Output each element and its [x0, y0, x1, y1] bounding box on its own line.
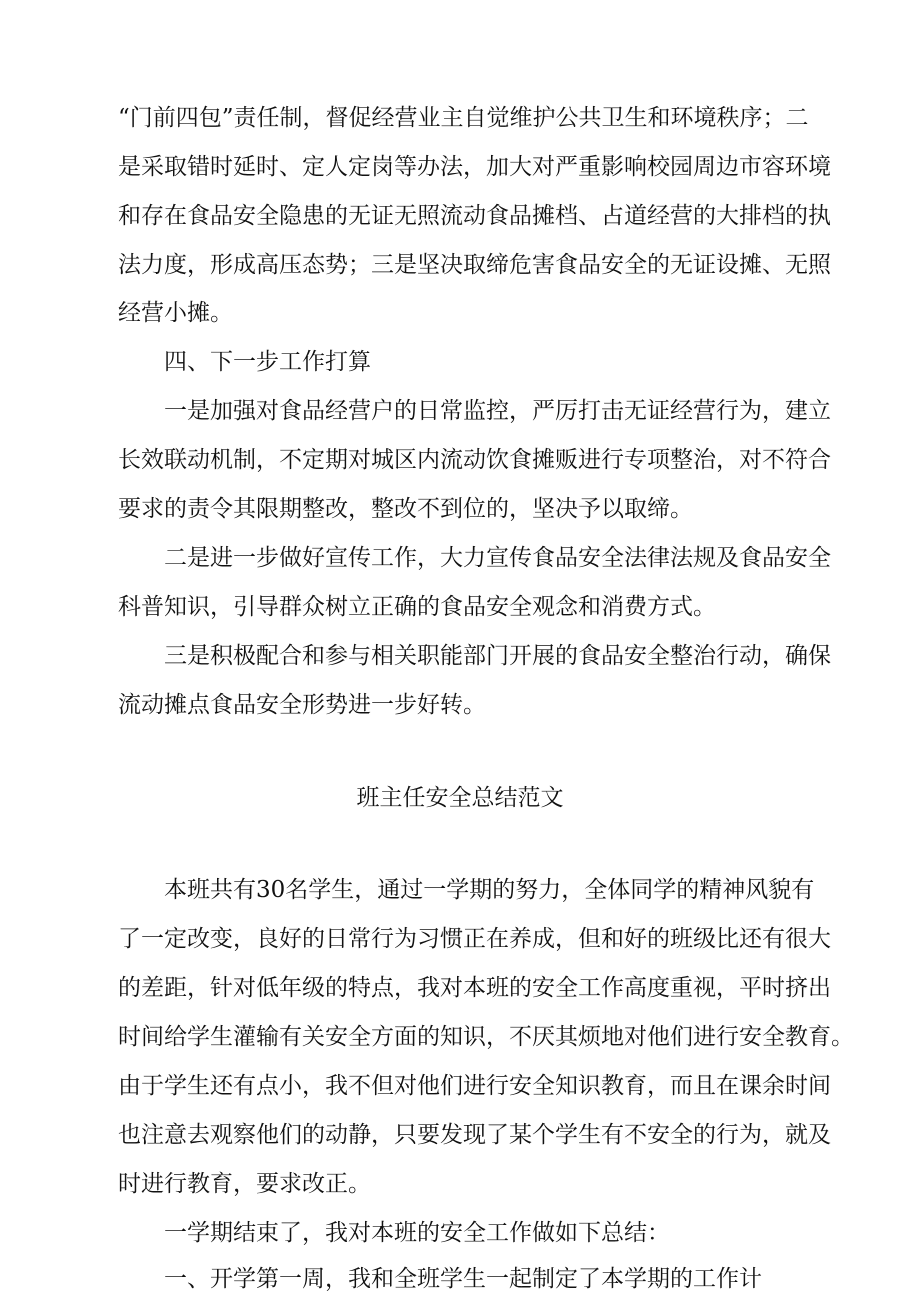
- paragraph-line: 时间给学生灌输有关安全方面的知识，不厌其烦地对他们进行安全教育。: [118, 1024, 854, 1050]
- paragraph-line: “门前四包”责任制，督促经营业主自觉维护公共卫生和环境秩序；二: [118, 105, 809, 131]
- section-heading: 四、下一步工作打算: [164, 349, 371, 375]
- paragraph-line: 经营小摊。: [118, 300, 233, 326]
- paragraph-line: 了一定改变，良好的日常行为习惯正在养成，但和好的班级比还有很大: [118, 926, 831, 952]
- paragraph-line: 科普知识，引导群众树立正确的食品安全观念和消费方式。: [118, 594, 716, 620]
- article-title: 班主任安全总结范文: [356, 785, 564, 811]
- paragraph-line: 一学期结束了，我对本班的安全工作做如下总结：: [164, 1220, 670, 1246]
- paragraph-line: 是采取错时延时、定人定岗等办法，加大对严重影响校园周边市容环境: [118, 154, 831, 180]
- paragraph-line: 时进行教育，要求改正。: [118, 1171, 371, 1197]
- paragraph-line: 由于学生还有点小，我不但对他们进行安全知识教育，而且在课余时间: [118, 1073, 831, 1099]
- paragraph-line: 长效联动机制，不定期对城区内流动饮食摊贩进行专项整治，对不符合: [118, 447, 831, 473]
- paragraph-line: 的差距，针对低年级的特点，我对本班的安全工作高度重视，平时挤出: [118, 975, 831, 1001]
- paragraph-line: 二是进一步做好宣传工作，大力宣传食品安全法律法规及食品安全: [164, 545, 831, 571]
- paragraph-line: 法力度，形成高压态势；三是坚决取缔危害食品安全的无证设摊、无照: [118, 252, 831, 278]
- paragraph-line: 一是加强对食品经营户的日常监控，严厉打击无证经营行为，建立: [164, 398, 831, 424]
- paragraph-line: 也注意去观察他们的动静，只要发现了某个学生有不安全的行为，就及: [118, 1122, 831, 1148]
- paragraph-line: 要求的责令其限期整改，整改不到位的，坚决予以取缔。: [118, 496, 693, 522]
- paragraph-line: 和存在食品安全隐患的无证无照流动食品摊档、占道经营的大排档的执: [118, 203, 831, 229]
- paragraph-line: 流动摊点食品安全形势进一步好转。: [118, 692, 486, 718]
- paragraph-line: 三是积极配合和参与相关职能部门开展的食品安全整治行动，确保: [164, 643, 831, 669]
- paragraph-line: 一、开学第一周，我和全班学生一起制定了本学期的工作计: [164, 1266, 762, 1292]
- paragraph-line: 本班共有30名学生，通过一学期的努力，全体同学的精神风貌有: [164, 877, 815, 903]
